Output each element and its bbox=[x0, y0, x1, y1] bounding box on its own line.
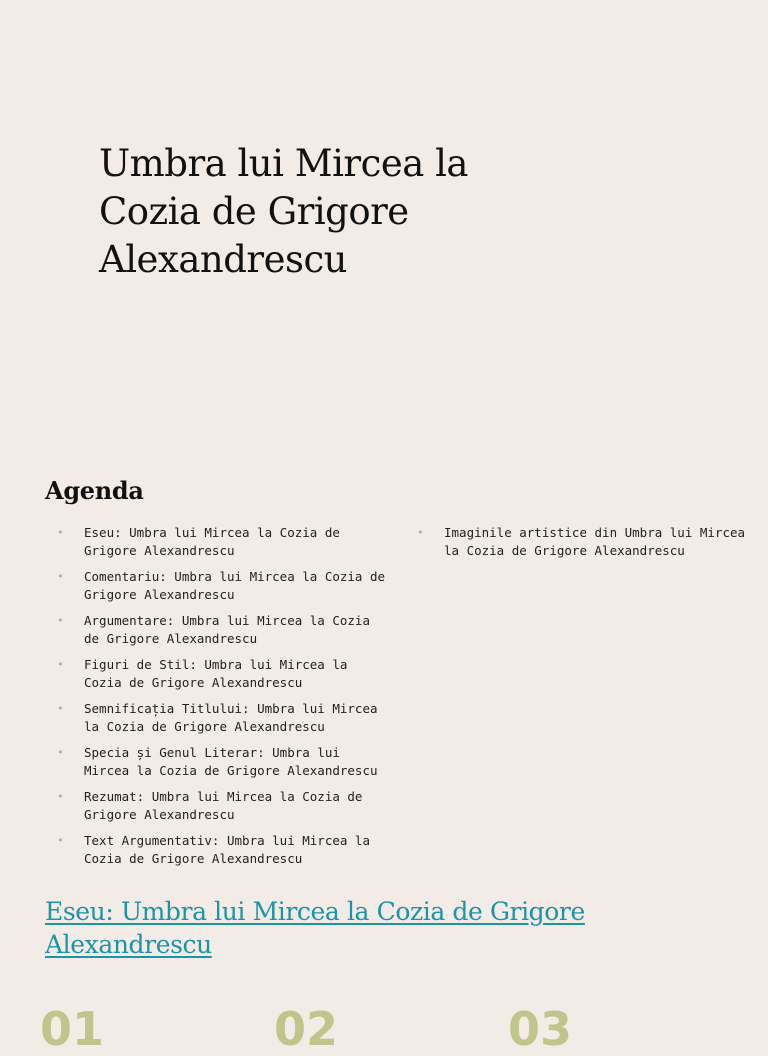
agenda-item[interactable] bbox=[56, 832, 386, 866]
step-number-1: 01 bbox=[40, 1002, 105, 1056]
agenda-item[interactable] bbox=[56, 700, 386, 736]
agenda-item-label: Imaginile artistice din Umbra lui Mircea la Cozia de Grigore Alexandrescu bbox=[444, 525, 746, 558]
agenda-item[interactable] bbox=[56, 788, 386, 824]
agenda-item[interactable] bbox=[56, 656, 386, 692]
agenda-item[interactable] bbox=[56, 524, 386, 560]
agenda-item-label: Specia și Genul Literar: Umbra lui Mircea la Cozia de Grigore Alexandrescu bbox=[84, 745, 378, 778]
step-number-2: 02 bbox=[274, 1002, 339, 1056]
step-number-3: 03 bbox=[508, 1002, 573, 1056]
title-block bbox=[99, 140, 559, 284]
page-title: Umbra lui Mircea la Cozia de Grigore Alexandrescu bbox=[99, 142, 468, 281]
agenda-item-label: Figuri de Stil: Umbra lui Mircea la Cozia de Grigore Alexandrescu bbox=[84, 657, 348, 690]
bullet-icon: • bbox=[417, 526, 424, 539]
bullet-icon: • bbox=[57, 834, 64, 847]
agenda-item[interactable] bbox=[56, 744, 386, 780]
agenda-item-label: Eseu: Umbra lui Mircea la Cozia de Grigore Alexandrescu bbox=[84, 525, 340, 558]
section-title-link[interactable]: Eseu: Umbra lui Mircea la Cozia de Grigore Alexandrescu bbox=[45, 897, 585, 959]
bullet-icon: • bbox=[57, 614, 64, 627]
bullet-icon: • bbox=[57, 702, 64, 715]
agenda-column-right bbox=[416, 524, 746, 568]
agenda-item-label: Text Argumentativ: Umbra lui Mircea la Cozia de Grigore Alexandrescu bbox=[84, 833, 370, 866]
agenda-list bbox=[56, 524, 756, 866]
bullet-icon: • bbox=[57, 790, 64, 803]
agenda-item[interactable] bbox=[56, 568, 386, 604]
agenda-item-label: Argumentare: Umbra lui Mircea la Cozia de Grigore Alexandrescu bbox=[84, 613, 370, 646]
agenda-item-label: Semnificația Titlului: Umbra lui Mircea la Cozia de Grigore Alexandrescu bbox=[84, 701, 378, 734]
agenda-item[interactable] bbox=[416, 524, 746, 560]
agenda-item[interactable] bbox=[56, 612, 386, 648]
bullet-icon: • bbox=[57, 658, 64, 671]
agenda-item-label: Comentariu: Umbra lui Mircea la Cozia de Grigore Alexandrescu bbox=[84, 569, 386, 602]
bullet-icon: • bbox=[57, 570, 64, 583]
agenda-heading: Agenda bbox=[45, 476, 144, 505]
agenda-column-left bbox=[56, 524, 386, 866]
agenda-item-label: Rezumat: Umbra lui Mircea la Cozia de Grigore Alexandrescu bbox=[84, 789, 363, 822]
bullet-icon: • bbox=[57, 526, 64, 539]
bullet-icon: • bbox=[57, 746, 64, 759]
